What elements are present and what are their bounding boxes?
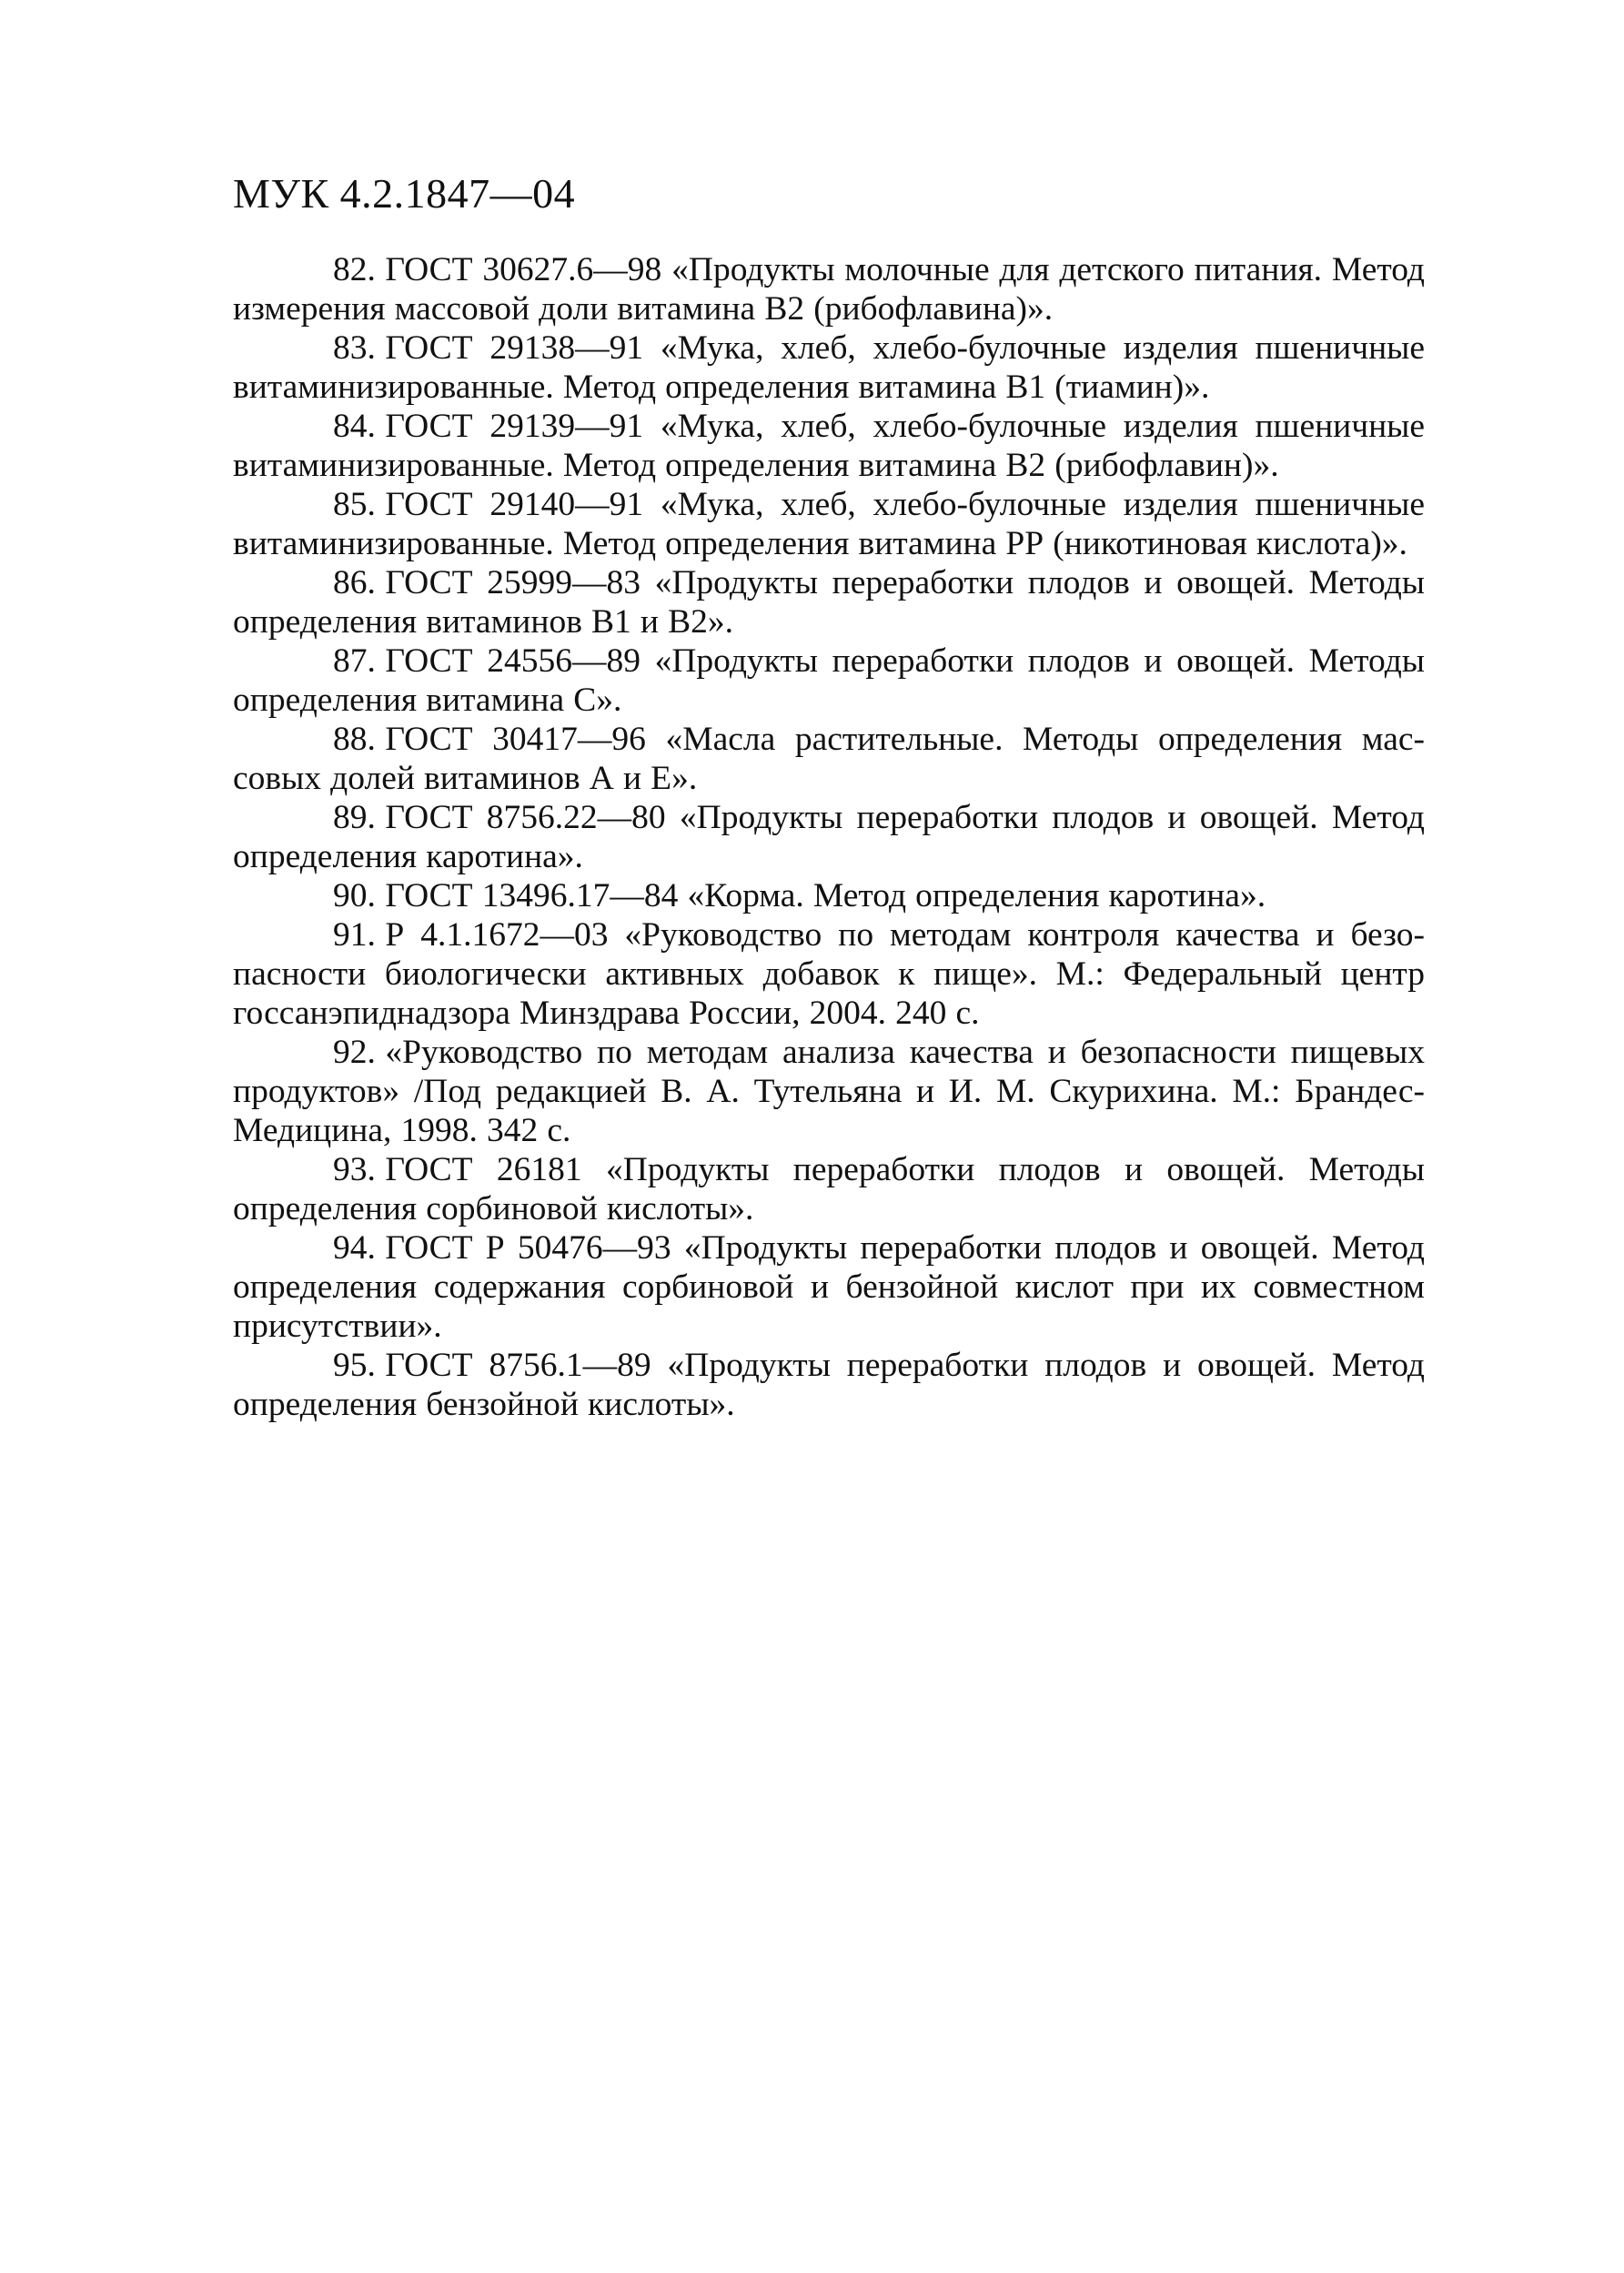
reference-number: 90. — [333, 877, 376, 914]
reference-text: ГОСТ 25999—83 «Продукты переработки плодов и овощей. Методы определения витаминов В1 и В2». — [233, 564, 1425, 641]
reference-text: ГОСТ 30417—96 «Масла растительные. Методы определения массовых долей витаминов А и Е». — [233, 721, 1425, 797]
reference-item-94 — [233, 1228, 1425, 1346]
reference-item-82 — [233, 250, 1425, 328]
reference-number: 95. — [333, 1347, 376, 1384]
reference-item-90 — [233, 876, 1425, 915]
reference-number: 85. — [333, 486, 376, 523]
reference-item-85 — [233, 485, 1425, 563]
reference-text: Р 4.1.1672—03 «Руководство по методам контроля качества и безопасности биологически активных добавок к пище». М.: Федеральный центр госсанэпиднадзора Минздрава России, 2004. 240 с. — [233, 916, 1425, 1032]
reference-number: 86. — [333, 564, 376, 601]
reference-number: 94. — [333, 1229, 376, 1267]
reference-number: 93. — [333, 1151, 376, 1188]
reference-text: ГОСТ 26181 «Продукты переработки плодов и овощей. Методы определения сорбиновой кислоты». — [233, 1151, 1425, 1227]
reference-item-84 — [233, 407, 1425, 485]
reference-number: 92. — [333, 1034, 376, 1071]
reference-text: ГОСТ Р 50476—93 «Продукты переработки плодов и овощей. Метод определения содержания сорбиновой и бензойной кислот при их совместном присутствии». — [233, 1229, 1425, 1345]
reference-text: ГОСТ 30627.6—98 «Продукты молочные для детского питания. Метод измерения массовой доли витамина В2 (рибофлавина)». — [233, 251, 1425, 328]
reference-item-88 — [233, 720, 1425, 798]
reference-list — [233, 250, 1425, 1424]
reference-number: 89. — [333, 799, 376, 836]
reference-text: «Руководство по методам анализа качества и безопасности пищевых продуктов» /Под редакцией В. А. Тутельяна и И. М. Скурихина. М.: Брандес-Медицина, 1998. 342 с. — [233, 1034, 1425, 1149]
reference-text: ГОСТ 29138—91 «Мука, хлеб, хлебо-булочные изделия пшеничные витаминизированные. Метод определения витамина В1 (тиамин)». — [233, 329, 1425, 406]
reference-item-93 — [233, 1150, 1425, 1228]
reference-number: 87. — [333, 642, 376, 680]
reference-text: ГОСТ 13496.17—84 «Корма. Метод определения каротина». — [385, 877, 1266, 914]
reference-number: 91. — [333, 916, 376, 954]
reference-number: 82. — [333, 251, 376, 288]
reference-text: ГОСТ 29139—91 «Мука, хлеб, хлебо-булочные изделия пшеничные витаминизированные. Метод определения витамина В2 (рибофлавин)». — [233, 408, 1425, 484]
reference-text: ГОСТ 29140—91 «Мука, хлеб, хлебо-булочные изделия пшеничные витаминизированные. Метод определения витамина РР (никотиновая кислота)». — [233, 486, 1425, 562]
reference-item-91 — [233, 915, 1425, 1033]
reference-text: ГОСТ 8756.1—89 «Продукты переработки плодов и овощей. Метод определения бензойной кислоты». — [233, 1347, 1425, 1423]
reference-number: 88. — [333, 721, 376, 758]
reference-item-89 — [233, 798, 1425, 876]
reference-number: 84. — [333, 408, 376, 445]
reference-number: 83. — [333, 329, 376, 367]
reference-item-86 — [233, 563, 1425, 641]
reference-text: ГОСТ 24556—89 «Продукты переработки плодов и овощей. Методы определения витамина С». — [233, 642, 1425, 719]
reference-item-83 — [233, 328, 1425, 407]
reference-text: ГОСТ 8756.22—80 «Продукты переработки плодов и овощей. Метод определения каротина». — [233, 799, 1425, 875]
reference-item-95 — [233, 1346, 1425, 1424]
page-header: МУК 4.2.1847—04 — [233, 170, 576, 217]
reference-item-92 — [233, 1033, 1425, 1150]
reference-item-87 — [233, 641, 1425, 720]
